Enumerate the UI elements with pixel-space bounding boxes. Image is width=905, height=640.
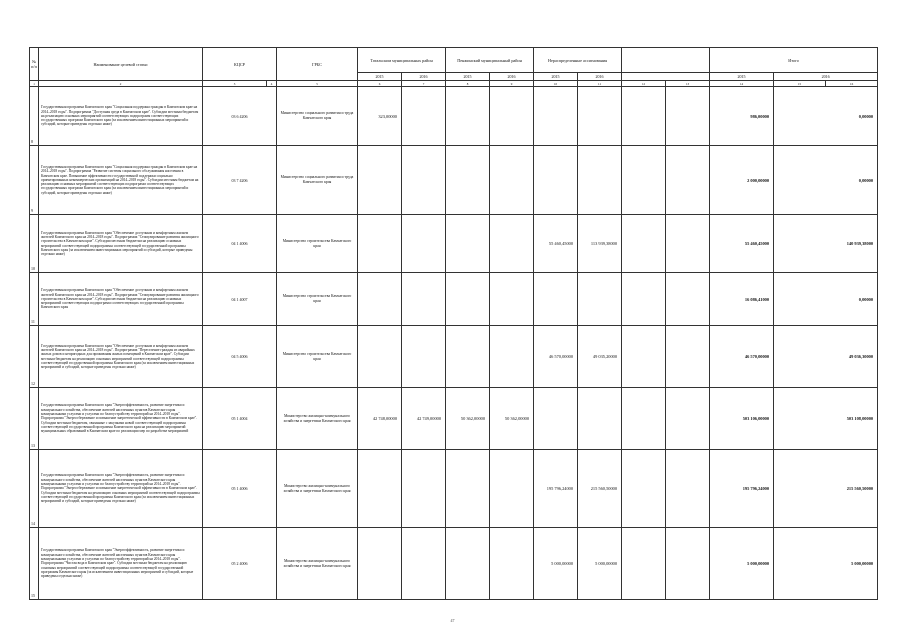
table-row [30, 528, 878, 600]
total-2015-cell: 2 000,00000 [710, 146, 774, 215]
amount-cell [402, 273, 446, 326]
grbs-name: Министерство социального развития и труда Камчатского края [277, 146, 358, 215]
table-row [30, 273, 878, 326]
column-index-cell: 8 [446, 81, 490, 87]
amount-cell [622, 388, 666, 450]
program-description: Государственная программа Камчатского края "Энергоэффективность, развитие энергетики и коммунального хозяйства, обеспечение жителей населенных пунктов Камчатского края коммунальными услугами и услугами по благоустройству территорий на 2014–2018 годы". Подпрограмма "Энергосбережение и повышение энергетической эффективности в Камчатском крае". Субсидии местным бюджетам на реализацию основных мероприятий соответствующей подпрограммы соответствующей государственной программы Камчатского края (за исключением инвестиционных мероприятий и субсидий, которые приведены отдельно ниже) [39, 450, 203, 528]
amount-cell [666, 450, 710, 528]
column-index-cell: 5 [277, 81, 358, 87]
amount-cell [358, 326, 402, 388]
column-index-cell: 1 [30, 81, 39, 87]
amount-cell [534, 388, 578, 450]
amount-cell: 42 749,00000 [402, 388, 446, 450]
amount-cell: 50 362,00000 [446, 388, 490, 450]
column-index-cell: 6 [358, 81, 402, 87]
total-2016-cell: 140 939,38000 [774, 215, 878, 273]
header-empty-group [622, 48, 710, 73]
program-description: Государственная программа Камчатского края "Социальная поддержка граждан в Камчатском крае на 2014–2018 годы". Подпрограмма "Доступная среда в Камчатском крае". Субсидии местным бюджетам на реализацию основных мероприятий соответствующих подпрограмм соответствующих государственных программ Камчатского края (за исключением инвестиционных мероприятий и субсидий, которые приведены отдельно ниже) [39, 87, 203, 146]
total-2015-cell: 16 086,41000 [710, 273, 774, 326]
amount-cell [666, 146, 710, 215]
year-blank [622, 73, 710, 81]
total-2016-cell: 215 560,50000 [774, 450, 878, 528]
amount-cell [402, 326, 446, 388]
year-2015: 2015 [710, 73, 774, 81]
column-index-cell: 11 [578, 81, 622, 87]
total-2015-cell: 986,00000 [710, 87, 774, 146]
amount-cell [578, 273, 622, 326]
amount-cell: 55 460,45000 [534, 215, 578, 273]
row-number: 9 [30, 146, 39, 215]
grbs-name: Министерство жилищно-коммунального хозяйства и энергетики Камчатского края [277, 450, 358, 528]
amount-cell [402, 528, 446, 600]
column-index-cell: 16 [826, 81, 878, 87]
kcsr-code: 03 6 4206 [203, 87, 277, 146]
amount-cell: 215 560,50000 [578, 450, 622, 528]
row-number: 12 [30, 326, 39, 388]
program-description: Государственная программа Камчатского края "Энергоэффективность, развитие энергетики и коммунального хозяйства, обеспечение жителей населенных пунктов Камчатского края коммунальными услугами и услугами по благоустройству территорий на 2014–2018 годы". Подпрограмма "Чистая вода в Камчатском крае". Субсидии местным бюджетам на реализацию основных мероприятий соответствующей подпрограммы соответствующей государственной программы Камчатского края (за исключением инвестиционных мероприятий и субсидий, которые приведены отдельно ниже) [39, 528, 203, 600]
amount-cell [490, 528, 534, 600]
program-description: Государственная программа Камчатского края "Обеспечение доступным и комфортным жильем жителей Камчатского края на 2014–2018 годы". Подпрограмма "Стимулирование развития жилищного строительства в Камчатском крае". Субсидии местным бюджетам на реализацию основных мероприятий соответствующей подпрограммы соответствующей государственной программы Камчатского края (за исключением инвестиционных мероприятий и субсидий, которые приведены отдельно ниже) [39, 215, 203, 273]
year-2016: 2016 [490, 73, 534, 81]
amount-cell [666, 388, 710, 450]
amount-cell [446, 215, 490, 273]
amount-cell: 195 796,24000 [534, 450, 578, 528]
column-index-cell: 3 [203, 81, 267, 87]
amount-cell: 113 939,38000 [578, 215, 622, 273]
row-number: 11 [30, 273, 39, 326]
amount-cell [402, 87, 446, 146]
amount-cell [622, 528, 666, 600]
table-row [30, 326, 878, 388]
amount-cell [666, 273, 710, 326]
column-index-cell: 14 [710, 81, 774, 87]
amount-cell [534, 87, 578, 146]
amount-cell [358, 146, 402, 215]
total-2016-cell: 49 036,30000 [774, 326, 878, 388]
amount-cell [446, 528, 490, 600]
column-index-cell: 15 [774, 81, 826, 87]
total-2015-cell: 46 570,00000 [710, 326, 774, 388]
column-index-cell: 4 [267, 81, 277, 87]
amount-cell [446, 450, 490, 528]
total-2015-cell: 55 460,45000 [710, 215, 774, 273]
grbs-name: Министерство социального развития и труда Камчатского края [277, 87, 358, 146]
year-2015: 2015 [534, 73, 578, 81]
kcsr-code: 04 5 4006 [203, 326, 277, 388]
amount-cell [490, 273, 534, 326]
table-row [30, 215, 878, 273]
total-2016-cell: 503 108,00000 [774, 388, 878, 450]
header-unallocated: Нераспределенные ассигнования [534, 48, 622, 73]
amount-cell: 49 035,20000 [578, 326, 622, 388]
amount-cell [666, 215, 710, 273]
amount-cell: 42 748,00000 [358, 388, 402, 450]
amount-cell [402, 146, 446, 215]
header-total: Итого [710, 48, 878, 73]
amount-cell [622, 87, 666, 146]
amount-cell [402, 450, 446, 528]
amount-cell [622, 450, 666, 528]
amount-cell [358, 528, 402, 600]
total-2016-cell: 0,00000 [774, 87, 878, 146]
row-number: 13 [30, 388, 39, 450]
amount-cell [490, 146, 534, 215]
program-description: Государственная программа Камчатского края "Обеспечение доступным и комфортным жильем жителей Камчатского края на 2014–2018 годы". Подпрограмма "Переселение граждан из аварийных жилых домов и непригодных для проживания жилых помещений в Камчатском крае". Субсидии местным бюджетам на реализацию основных мероприятий соответствующей подпрограммы соответствующей государственной программы Камчатского края (за исключением инвестиционных мероприятий и субсидий, которые приведены отдельно ниже) [39, 326, 203, 388]
column-index-cell: 10 [534, 81, 578, 87]
grbs-name: Министерство жилищно-коммунального хозяйства и энергетики Камчатского края [277, 528, 358, 600]
program-description: Государственная программа Камчатского края "Энергоэффективность, развитие энергетики и коммунального хозяйства, обеспечение жителей населенных пунктов Камчатского края коммунальными услугами и услугами по благоустройству территорий на 2014–2018 годы". Подпрограмма "Энергосбережение и повышение энергетической эффективности в Камчатском крае". Субсидии местным бюджетам, связанные с закупками новой соответствующей подпрограммы соответствующей государственной программы Камчатского края на реализацию мероприятий муниципальных образований в Камчатском крае по реализации мер по разработке мероприятий [39, 388, 203, 450]
total-2015-cell: 503 106,00000 [710, 388, 774, 450]
column-index-cell: 7 [402, 81, 446, 87]
year-2015: 2015 [358, 73, 402, 81]
total-2016-cell: 5 000,00000 [774, 528, 878, 600]
amount-cell [578, 146, 622, 215]
kcsr-code: 04 1 4007 [203, 273, 277, 326]
total-2016-cell: 0,00000 [774, 146, 878, 215]
column-index-cell: 9 [490, 81, 534, 87]
year-2015: 2015 [446, 73, 490, 81]
grbs-name: Министерство строительства Камчатского края [277, 326, 358, 388]
table-row [30, 450, 878, 528]
header-grbs: ГРБС [277, 48, 358, 81]
amount-cell [446, 146, 490, 215]
amount-cell: 46 570,00000 [534, 326, 578, 388]
row-number: 10 [30, 215, 39, 273]
amount-cell [534, 146, 578, 215]
header-penzhinsky: Пенжинский муниципальный район [446, 48, 534, 73]
kcsr-code: 05 2 4006 [203, 528, 277, 600]
page-number: 47 [450, 618, 455, 623]
amount-cell [446, 326, 490, 388]
amount-cell [578, 388, 622, 450]
total-2015-cell: 5 000,00000 [710, 528, 774, 600]
amount-cell [490, 450, 534, 528]
amount-cell [622, 326, 666, 388]
header-tigilsky: Татальским муниципальных район [358, 48, 446, 73]
program-description: Государственная программа Камчатского края "Обеспечение доступным и комфортным жильем жителей Камчатского края на 2014–2018 годы". Подпрограмма "Стимулирование развития жилищного строительства в Камчатском крае". Субсидии местным бюджетам на реализацию основных мероприятий соответствующих подпрограмм соответствующих государственной программы Камчатского края [39, 273, 203, 326]
row-number: 14 [30, 450, 39, 528]
column-index-cell: 13 [666, 81, 710, 87]
amount-cell [534, 273, 578, 326]
budget-table [29, 47, 878, 600]
column-index-cell: 2 [39, 81, 203, 87]
amount-cell: 323,00000 [358, 87, 402, 146]
kcsr-code: 05 1 4004 [203, 388, 277, 450]
year-2016: 2016 [402, 73, 446, 81]
header-number: № п/п [30, 48, 39, 81]
row-number: 15 [30, 528, 39, 600]
amount-cell: 50 362,00000 [490, 388, 534, 450]
kcsr-code: 04 1 4006 [203, 215, 277, 273]
year-2016: 2016 [774, 73, 878, 81]
amount-cell: 5 000,00000 [578, 528, 622, 600]
total-2016-cell: 0,00000 [774, 273, 878, 326]
amount-cell [358, 450, 402, 528]
kcsr-code: 03 7 4206 [203, 146, 277, 215]
table-row [30, 388, 878, 450]
row-number: 8 [30, 87, 39, 146]
kcsr-code: 05 1 4006 [203, 450, 277, 528]
program-description: Государственная программа Камчатского края "Социальная поддержка граждан в Камчатском крае на 2014–2018 годы". Подпрограмма "Развитие системы социального обслуживания населения в Камчатском крае. Повышение эффективности государственной поддержки социально ориентированных некоммерческих организаций на 2014–2018 годы". Субсидии местным бюджетам на реализацию основных мероприятий соответствующих подпрограмм соответствующих государственных программ Камчатского края (за исключением инвестиционных мероприятий и субсидий, которые приведены отдельно ниже) [39, 146, 203, 215]
header-program: Наименование целевой статьи [39, 48, 203, 81]
amount-cell [666, 87, 710, 146]
grbs-name: Министерство строительства Камчатского края [277, 273, 358, 326]
table-row [30, 146, 878, 215]
budget-table-sheet [29, 47, 877, 600]
amount-cell [446, 87, 490, 146]
amount-cell [490, 87, 534, 146]
column-index-cell: 12 [622, 81, 666, 87]
amount-cell [358, 273, 402, 326]
grbs-name: Министерство жилищно-коммунального хозяйства и энергетики Камчатского края [277, 388, 358, 450]
amount-cell [666, 326, 710, 388]
table-body [30, 87, 878, 600]
amount-cell [622, 146, 666, 215]
amount-cell [402, 215, 446, 273]
amount-cell [490, 326, 534, 388]
amount-cell [622, 215, 666, 273]
year-2016: 2016 [578, 73, 622, 81]
header-kcsr: КЦСР [203, 48, 277, 81]
total-2015-cell: 195 796,24000 [710, 450, 774, 528]
amount-cell [490, 215, 534, 273]
grbs-name: Министерство строительства Камчатского края [277, 215, 358, 273]
amount-cell [622, 273, 666, 326]
amount-cell: 5 000,00000 [534, 528, 578, 600]
amount-cell [446, 273, 490, 326]
amount-cell [578, 87, 622, 146]
amount-cell [358, 215, 402, 273]
amount-cell [666, 528, 710, 600]
table-row [30, 87, 878, 146]
